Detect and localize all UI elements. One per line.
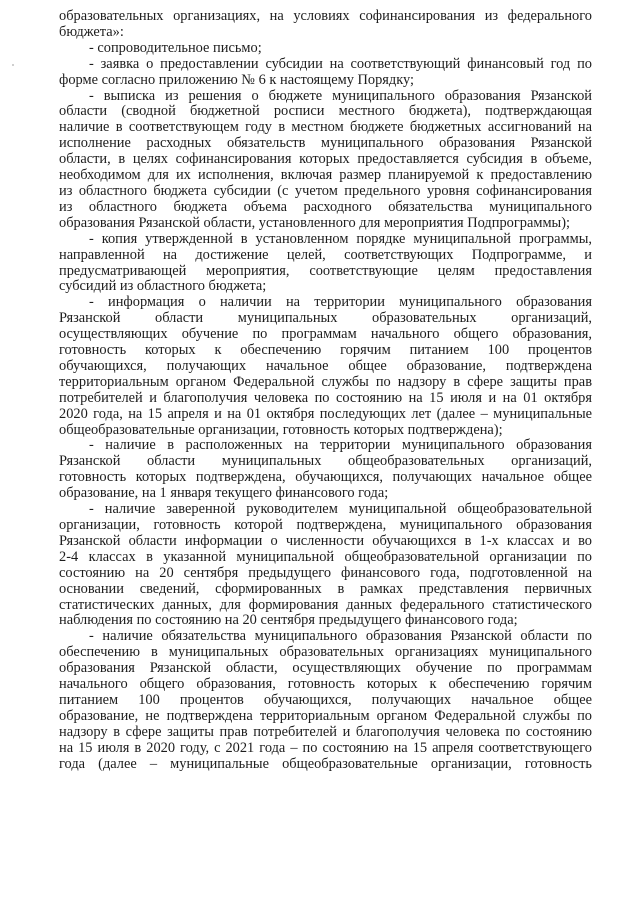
paragraph xyxy=(59,438,592,502)
text-line: обучающихся, получающих начальное общее образование, подтверждена xyxy=(59,357,592,374)
text-line: - копия утвержденной в установленном порядке муниципальной программы, xyxy=(89,230,592,247)
text-line: бюджета»: xyxy=(59,23,124,40)
text-line: надзору в сфере защиты прав потребителей и благополучия человека по состоянию xyxy=(59,723,592,740)
paragraph xyxy=(59,295,592,438)
text-line: года (далее – муниципальные общеобразовательные организации, готовность xyxy=(59,755,592,772)
text-line: - информация о наличии на территории муниципального образования xyxy=(89,294,592,311)
text-line: готовность которых к обеспечению горячим питанием 100 процентов xyxy=(59,342,592,359)
paragraph xyxy=(59,232,592,296)
text-line: Рязанской области муниципальных общеобразовательных организаций, xyxy=(59,453,592,470)
text-line: образование, не подтверждена территориальным органом Федеральной службы по xyxy=(59,707,592,724)
text-line: организации, готовность которой подтверждена, муниципального образования xyxy=(59,517,592,533)
text-line: - наличие обязательства муниципального образования Рязанской области по xyxy=(89,628,592,645)
paragraph xyxy=(59,41,592,57)
paragraph xyxy=(59,89,592,232)
scan-speck xyxy=(12,64,14,66)
paragraph xyxy=(59,9,592,41)
text-line: наличие в соответствующем году в местном бюджете бюджетных ассигнований на xyxy=(59,119,592,136)
text-line: из областного бюджета объема расходного обязательства муниципального xyxy=(59,198,592,215)
text-line: Рязанской области информации о численности обучающихся в 1-х классах и во xyxy=(59,532,592,549)
paragraph xyxy=(59,57,592,89)
text-line: образования Рязанской области, осуществляющих обучение по программам xyxy=(59,660,592,677)
text-line: готовность которых подтверждена, обучающихся, получающих начальное общее xyxy=(59,469,592,486)
text-line: - заявка о предоставлении субсидии на соответствующий финансовый год по xyxy=(89,55,592,72)
text-line: состоянию на 20 сентября предыдущего финансового года, подготовленной на xyxy=(59,564,592,581)
text-line: направленной на достижение целей, соответствующих Подпрограмме, и xyxy=(59,246,592,263)
text-line: области, в целях софинансирования которых предоставляется субсидия в объеме, xyxy=(59,151,592,168)
text-line: области (сводной бюджетной росписи местного бюджета), подтверждающая xyxy=(59,103,592,120)
text-line: осуществляющих обучение по программам начального общего образования, xyxy=(59,326,592,343)
text-line: на 15 июля в 2020 году, с 2021 года – по состоянию на 15 апреля соответствующего xyxy=(59,739,592,756)
text-line: 2020 года, на 15 апреля и на 01 октября последующих лет (далее – муниципальные xyxy=(59,405,592,422)
text-line: - наличие заверенной руководителем муниципальной общеобразовательной xyxy=(89,501,592,518)
text-line: наблюдения по состоянию на 20 сентября предыдущего финансового года; xyxy=(59,612,518,629)
document-body xyxy=(59,9,592,773)
text-line: - выписка из решения о бюджете муниципального образования Рязанской xyxy=(89,87,592,104)
text-line: из областного бюджета субсидии (с учетом предельного уровня софинансирования xyxy=(59,182,592,199)
text-line: - наличие в расположенных на территории муниципального образования xyxy=(89,437,592,454)
text-line: Рязанской области муниципальных образовательных организаций, xyxy=(59,310,592,327)
text-line: основании сведений, сформированных в рамках представления первичных xyxy=(59,580,592,597)
text-line: исполнение расходных обязательств муниципального образования Рязанской xyxy=(59,135,592,152)
text-line: потребителей и благополучия человека по состоянию на 15 июля и на 01 октября xyxy=(59,389,592,406)
text-line: образование, на 1 января текущего финансового года; xyxy=(59,485,389,502)
text-line: - сопроводительное письмо; xyxy=(89,39,262,56)
text-line: образования Рязанской области, установленного для мероприятия Подпрограммы); xyxy=(59,214,571,231)
text-line: необходимом для их исполнения, включая размер планируемой к предоставлению xyxy=(59,167,592,184)
paragraph xyxy=(59,502,592,629)
text-line: общеобразовательные организации, готовность которых подтверждена); xyxy=(59,421,503,438)
text-line: 2-4 классах в указанной муниципальной общеобразовательной организации по xyxy=(59,548,592,565)
text-line: территориальным органом Федеральной службы по надзору в сфере защиты прав xyxy=(59,373,592,390)
text-line: обеспечению в муниципальных образовательных организациях муниципального xyxy=(59,644,592,661)
paragraph xyxy=(59,629,592,772)
text-line: субсидий из областного бюджета; xyxy=(59,278,267,295)
text-line: статистических данных, для формирования данных федерального статистического xyxy=(59,596,592,613)
text-line: форме согласно приложению № 6 к настоящему Порядку; xyxy=(59,71,415,88)
text-line: предусматривающей мероприятия, соответствующие целям предоставления xyxy=(59,262,592,279)
text-line: начального общего образования, готовность которых к обеспечению горячим xyxy=(59,676,592,693)
text-line: питанием 100 процентов обучающихся, получающих начальное общее xyxy=(59,691,592,708)
text-line: образовательных организациях, на условиях софинансирования из федерального xyxy=(59,8,592,24)
